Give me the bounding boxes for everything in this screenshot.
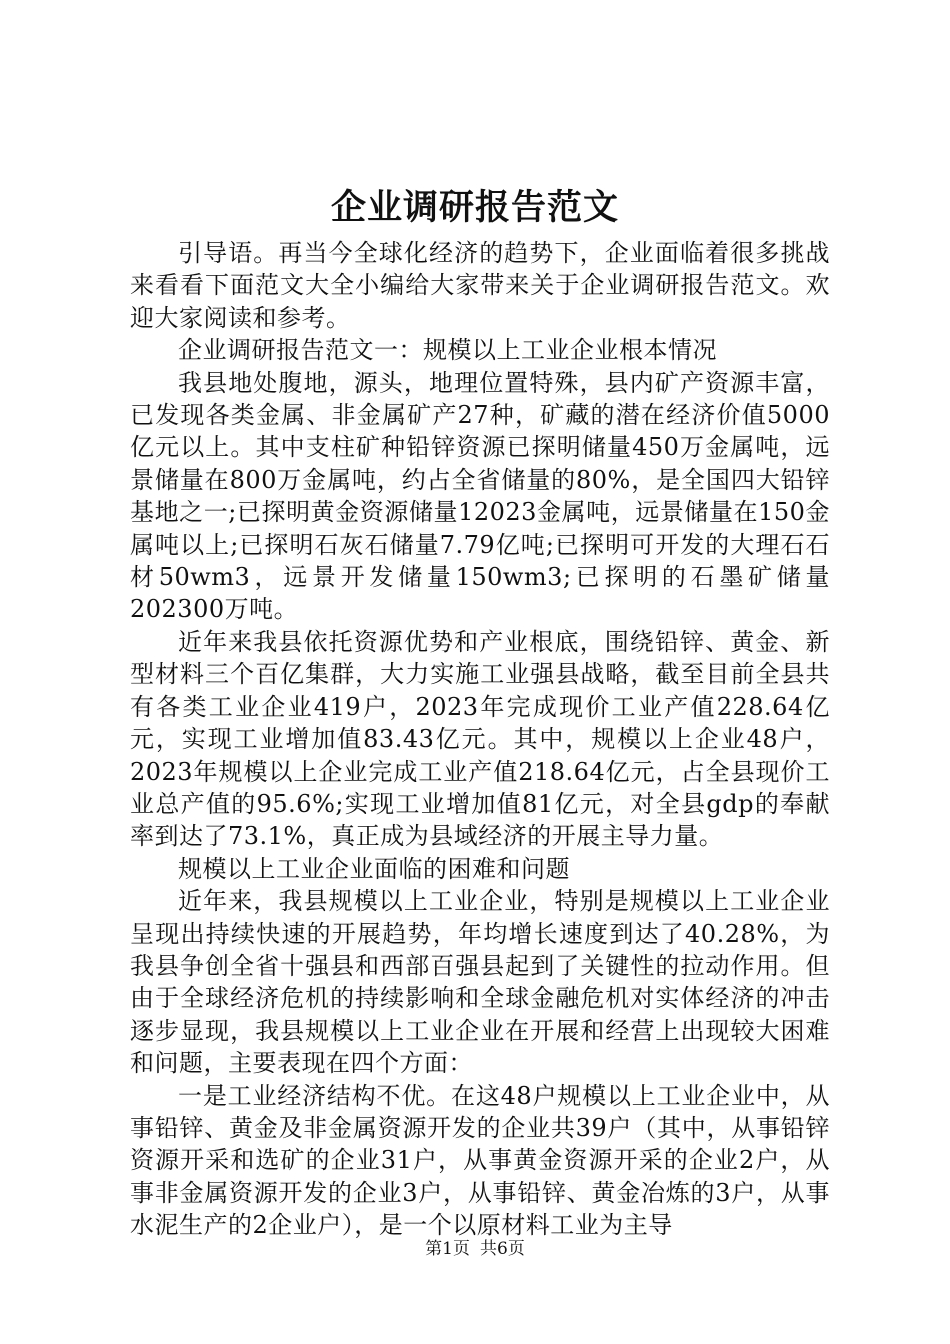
paragraph-difficulties: 近年来，我县规模以上工业企业，特别是规模以上工业企业呈现出持续快速的开展趋势，年均增长速度到达了40.28%，为我县争创全省十强县和西部百强县起到了关键性的拉动作用。但由于全球经济危机的持续影响和全球金融危机对实体经济的冲击逐步显现，我县规模以上工业企业在开展和经营上出现较大困难和问题，主要表现在四个方面： — [130, 887, 830, 1078]
document-title: 企业调研报告范文 — [330, 187, 619, 228]
paragraph-section-heading-1: 企业调研报告范文一：规模以上工业企业根本情况 — [178, 336, 717, 365]
paragraph-structure-issue: 一是工业经济结构不优。在这48户规模以上工业企业中，从事铅锌、黄金及非金属资源开发的企业共39户（其中，从事铅锌资源开采和选矿的企业31户，从事黄金资源开采的企业2户，从事非金属资源开发的企业3户，从事铅锌、黄金冶炼的3户，从事水泥生产的2企业户），是一个以原材料工业为主导 — [130, 1081, 830, 1240]
page-number-current: 第1页 — [425, 1239, 470, 1259]
document-body — [130, 237, 830, 1242]
page-footer — [0, 1238, 950, 1260]
page-number-total: 共6页 — [480, 1239, 525, 1259]
paragraph-intro: 引导语。再当今全球化经济的趋势下，企业面临着很多挑战来看看下面范文大全小编给大家带来关于企业调研报告范文。欢迎大家阅读和参考。 — [130, 239, 830, 332]
paragraph-industry-overview: 近年来我县依托资源优势和产业根底，围绕铅锌、黄金、新型材料三个百亿集群，大力实施工业强县战略，截至目前全县共有各类工业企业419户，2023年完成现价工业产值228.64亿元，实现工业增加值83.43亿元。其中，规模以上企业48户，2023年规模以上企业完成工业产值218.64亿元，占全县现价工业总产值的95.6%;实现工业增加值81亿元，对全县gdp的奉献率到达了73.1%，真正成为县域经济的开展主导力量。 — [130, 627, 830, 851]
paragraph-section-heading-2: 规模以上工业企业面临的困难和问题 — [178, 854, 570, 883]
paragraph-resources: 我县地处腹地，源头，地理位置特殊，县内矿产资源丰富，已发现各类金属、非金属矿产27种，矿藏的潜在经济价值5000亿元以上。其中支柱矿种铅锌资源已探明储量450万金属吨，远景储量在800万金属吨，约占全省储量的80%，是全国四大铅锌基地之一;已探明黄金资源储量12023金属吨，远景储量在150金属吨以上;已探明石灰石储量7.79亿吨;已探明可开发的大理石石材50wm3，远景开发储量150wm3;已探明的石墨矿储量202300万吨。 — [130, 368, 830, 624]
